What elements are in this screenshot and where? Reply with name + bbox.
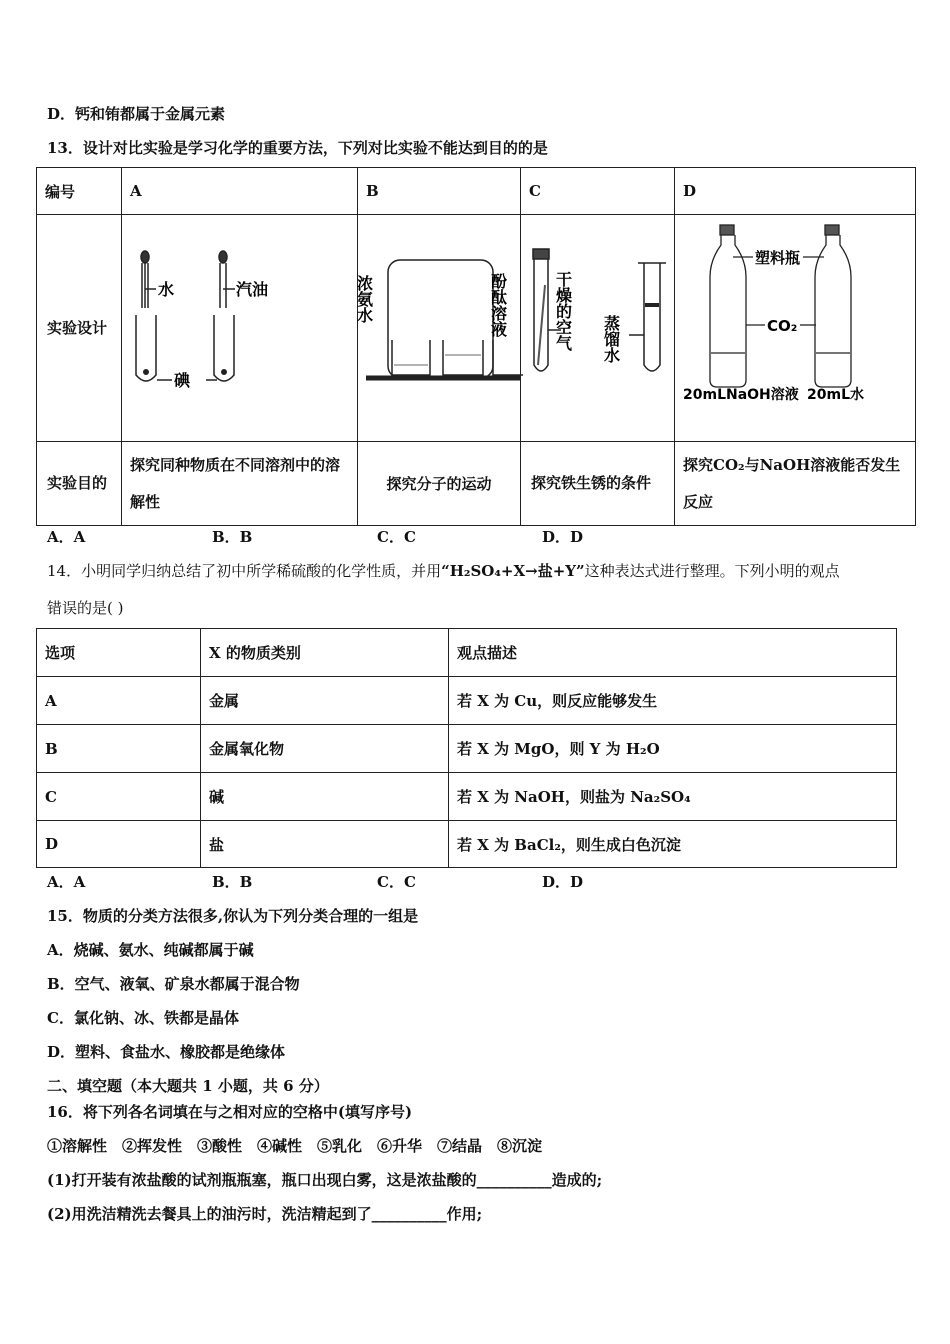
q16-terms: ①溶解性 ②挥发性 ③酸性 ④碱性 ⑤乳化 ⑥升华 ⑦结晶 ⑧沉淀: [47, 1137, 543, 1155]
figure-d-cell: [675, 215, 916, 442]
label-phenol: 酚酞溶液: [488, 273, 508, 337]
purpose-c: 探究铁生锈的条件: [520, 442, 674, 526]
q14-stem-line2: 错误的是( ): [47, 599, 124, 617]
q13-option-d[interactable]: D．D: [542, 528, 584, 546]
q15-option-b[interactable]: B．空气、液氧、矿泉水都属于混合物: [47, 975, 300, 993]
q14-header-type: X 的物质类别: [201, 629, 449, 677]
cell-option: D: [37, 821, 201, 868]
cell-type: 盐: [201, 821, 449, 868]
q14-option-a[interactable]: A．A: [47, 873, 86, 891]
figure-a: [122, 215, 356, 437]
header-b: B: [357, 168, 520, 215]
row-design-label: 实验设计: [37, 215, 122, 442]
q13-option-c[interactable]: C．C: [377, 528, 416, 546]
cell-desc: 若 X 为 BaCl₂，则生成白色沉淀: [449, 821, 897, 868]
q14-table: [36, 628, 897, 868]
figure-b-cell: [354, 215, 520, 442]
figure-b: [354, 215, 520, 437]
label-bottle: 塑料瓶: [755, 249, 801, 267]
label-gasoline: 汽油: [236, 280, 269, 299]
table-row: [37, 821, 897, 868]
label-distilled: 蒸馏水: [601, 315, 621, 363]
q15-option-d[interactable]: D．塑料、食盐水、橡胶都是绝缘体: [47, 1043, 286, 1061]
q16-part2: (2)用洗洁精洗去餐具上的油污时，洗洁精起到了__________作用;: [47, 1205, 483, 1223]
cell-desc: 若 X 为 MgO，则 Y 为 H₂O: [449, 725, 897, 773]
cell-option: B: [37, 725, 201, 773]
cell-type: 金属: [201, 677, 449, 725]
q14-option-d[interactable]: D．D: [542, 873, 584, 891]
table-row: [37, 773, 897, 821]
label-iodine: 碘: [174, 371, 191, 390]
figure-d: [675, 215, 915, 437]
cell-option: C: [37, 773, 201, 821]
q13-option-a[interactable]: A．A: [47, 528, 86, 546]
section-heading: 二、填空题（本大题共 1 小题，共 6 分）: [47, 1077, 329, 1095]
cell-desc: 若 X 为 NaOH，则盐为 Na₂SO₄: [449, 773, 897, 821]
purpose-d: 探究CO₂与NaOH溶液能否发生反应: [675, 442, 916, 526]
label-naoh: 20mLNaOH溶液: [683, 387, 799, 403]
q14-option-b[interactable]: B．B: [212, 873, 253, 891]
table-row: [37, 725, 897, 773]
row-purpose-label: 实验目的: [37, 442, 122, 526]
header-c: C: [520, 168, 674, 215]
q14-option-c[interactable]: C．C: [377, 873, 416, 891]
q12-option-d: D．钙和铕都属于金属元素: [47, 105, 226, 123]
q13-option-b[interactable]: B．B: [212, 528, 253, 546]
purpose-a: 探究同种物质在不同溶剂中的溶解性: [122, 442, 358, 526]
purpose-b: 探究分子的运动: [357, 442, 520, 526]
cell-desc: 若 X 为 Cu，则反应能够发生: [449, 677, 897, 725]
label-water: 水: [158, 280, 175, 299]
label-ammonia: 浓氨水: [354, 275, 374, 323]
q13-table: [36, 167, 916, 526]
label-dry-air: 干燥的空气: [553, 271, 573, 351]
header-a: A: [122, 168, 358, 215]
cell-type: 碱: [201, 773, 449, 821]
header-d: D: [675, 168, 916, 215]
cell-type: 金属氧化物: [201, 725, 449, 773]
q14-formula: “H₂SO₄+X→盐+Y”: [441, 562, 585, 580]
header-id: 编号: [37, 168, 122, 215]
q14-header-desc: 观点描述: [449, 629, 897, 677]
q13-options: [47, 526, 707, 547]
label-water-d: 20mL水: [807, 387, 864, 403]
figure-c: [521, 215, 674, 437]
cell-option: A: [37, 677, 201, 725]
table-row: [37, 677, 897, 725]
q15-stem: 15．物质的分类方法很多,你认为下列分类合理的一组是: [47, 907, 419, 925]
q14-stem-line1: 14．小明同学归纳总结了初中所学稀硫酸的化学性质，并用“H₂SO₄+X→盐+Y”这种表达式进行整理。下列小明的观点: [47, 562, 840, 580]
label-co2: CO₂: [767, 317, 798, 335]
figure-c-cell: [520, 215, 674, 442]
figure-a-cell: [122, 215, 358, 442]
q13-stem: 13．设计对比实验是学习化学的重要方法，下列对比实验不能达到目的的是: [47, 139, 548, 157]
q16-stem: 16．将下列各名词填在与之相对应的空格中(填写序号): [47, 1103, 413, 1121]
q15-option-a[interactable]: A．烧碱、氨水、纯碱都属于碱: [47, 941, 254, 959]
q15-option-c[interactable]: C．氯化钠、冰、铁都是晶体: [47, 1009, 239, 1027]
q14-options: [47, 871, 707, 892]
q14-header-option: 选项: [37, 629, 201, 677]
q16-part1: (1)打开装有浓盐酸的试剂瓶瓶塞，瓶口出现白雾，这是浓盐酸的__________造成的;: [47, 1171, 603, 1189]
